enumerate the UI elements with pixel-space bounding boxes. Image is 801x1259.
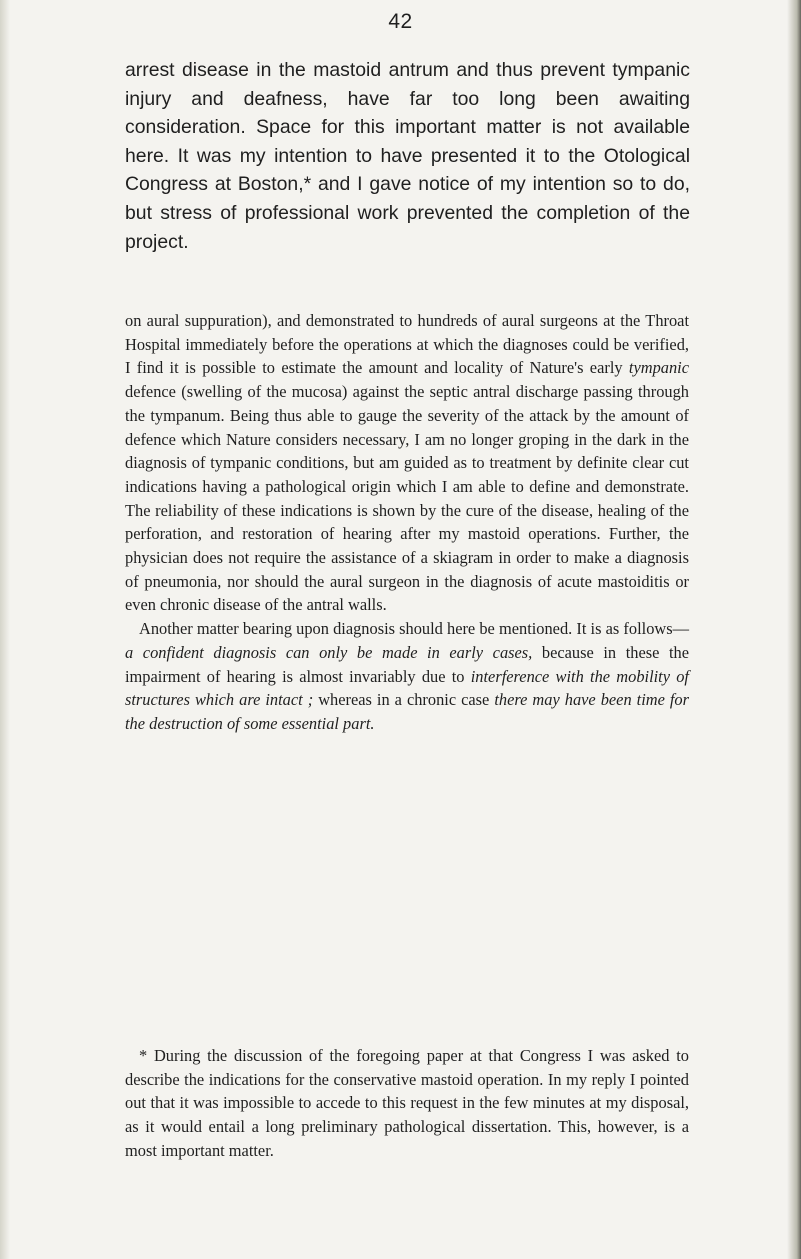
lead-paragraph: arrest disease in the mastoid antrum and thus prevent tympanic injury and deafness, have far too long been awaiting consideration. Space for this important matter is not available here. It was my intention to have presented it to the Otological Congress at Boston,* and I gave notice of my intention so to do, but stress of professional work prevented the completion of the project. <box>125 59 690 253</box>
main-body <box>125 309 689 736</box>
footnote <box>125 1044 689 1163</box>
body-paragraph-2-continuation: whereas in a chronic case <box>313 690 495 710</box>
body-paragraph-1-start: on aural suppuration), and demonstrated to hundreds of aural surgeons at the Throat Hospital immediately before the operations at which the diagnoses could be verified, I find it is possible to estimate the amount and locality of Nature's early <box>125 311 689 378</box>
footnote-text: * During the discussion of the foregoing paper at that Congress I was asked to describe the indications for the conservative mastoid operation. In my reply I pointed out that it was impossible to accede to this request in the few minutes at my disposal, as it would entail a long preliminary pathological dissertation. This, however, is a most important matter. <box>125 1046 689 1160</box>
body-paragraph-1 <box>125 309 689 617</box>
body-paragraph-2-middle: because in these the impairment of hearing is almost invariably due to <box>125 642 690 686</box>
body-paragraph-2-italic-2: interference with the mobility of structures which are intact ; <box>125 666 689 710</box>
body-paragraph-2-start: Another matter bearing upon diagnosis should here be mentioned. It is as follows— <box>139 619 689 639</box>
body-paragraph-1-end: defence (swelling of the mucosa) against the septic antral discharge passing through the tympanum. Being thus able to gauge the severity of the attack by the amount of defence which Nature considers necessary, I am no longer groping in the dark in the diagnosis of tympanic conditions, but am guided as to treatment by definite clear cut indications having a pathological origin which I am able to define and demonstrate. The reliability of these indications is shown by the cure of the disease, healing of the perforation, and restoration of hearing after my mastoid operations. Further, the physician does not require the assistance of a skiagram in order to make a diagnosis of pneumonia, nor should the aural surgeon in the diagnosis of acute mastoiditis or even chronic disease of the antral walls. <box>125 382 689 615</box>
page-left-edge-shadow <box>0 0 10 1259</box>
body-paragraph-2-italic-1: a confident diagnosis can only be made in early cases, <box>125 642 533 662</box>
body-paragraph-2-italic-3: there may have been time for the destruction of some essential part. <box>125 690 690 733</box>
body-paragraph-2 <box>125 617 689 736</box>
body-paragraph-1-italic: tympanic <box>628 358 689 378</box>
page-number: 42 <box>388 10 413 33</box>
page-right-edge-shadow <box>787 0 801 1259</box>
